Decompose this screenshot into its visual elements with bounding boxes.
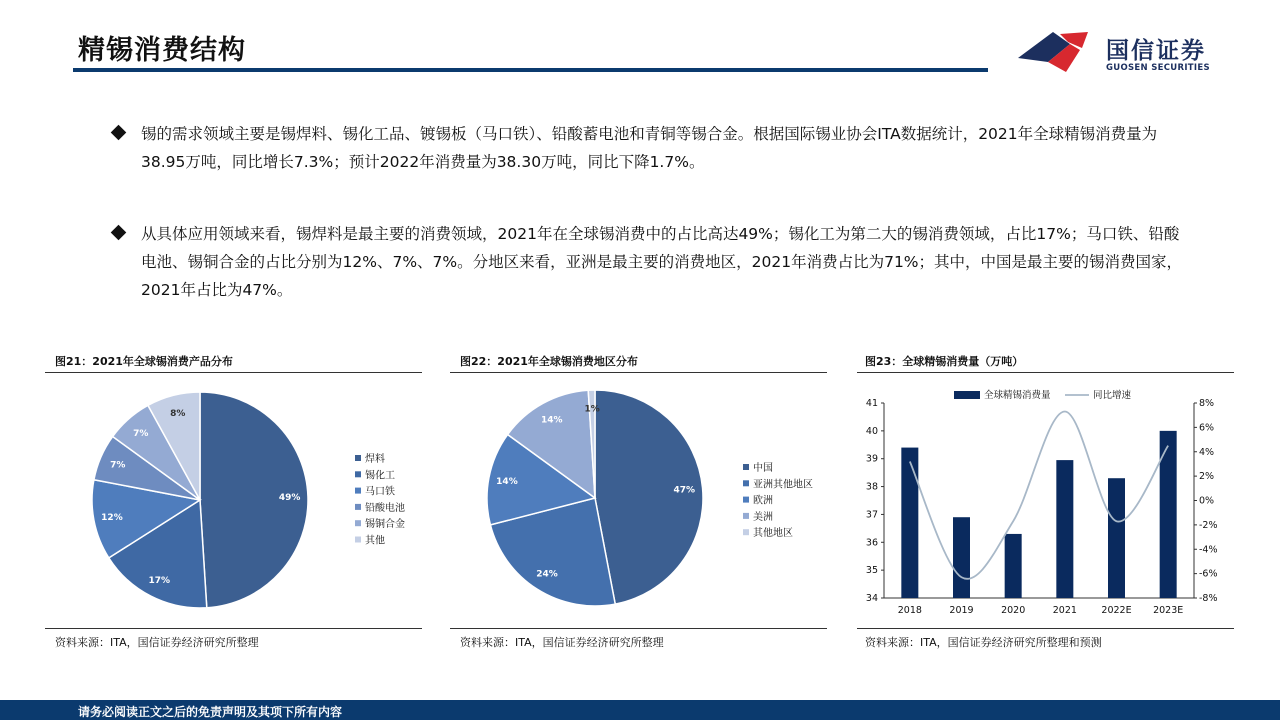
legend-swatch xyxy=(355,455,361,461)
right-tick-label: 6% xyxy=(1199,422,1215,434)
slice-label: 24% xyxy=(536,569,558,580)
legend-swatch xyxy=(355,520,361,526)
figure-source: 资料来源：ITA，国信证券经济研究所整理和预测 xyxy=(865,636,1102,649)
bullet-diamond-icon xyxy=(111,125,127,141)
slice-label: 12% xyxy=(101,512,123,523)
figure-bottom-rule xyxy=(45,628,422,629)
right-tick-label: -2% xyxy=(1199,519,1218,531)
left-tick-label: 39 xyxy=(865,453,878,465)
bullet-paragraph-2 xyxy=(113,220,1193,306)
figure-title: 图23：全球精锡消费量（万吨） xyxy=(865,355,1024,368)
legend-label: 锡化工 xyxy=(365,470,395,482)
bar xyxy=(901,448,918,598)
x-tick-label: 2020 xyxy=(1001,605,1026,616)
legend-swatch xyxy=(743,480,749,486)
slice-label: 7% xyxy=(110,460,126,471)
bar xyxy=(953,517,970,598)
figure-top-rule xyxy=(450,372,827,373)
product-pie-chart xyxy=(45,380,422,620)
slice-label: 17% xyxy=(148,575,171,586)
right-tick-label: -8% xyxy=(1199,593,1218,604)
legend-swatch xyxy=(743,464,749,470)
bullet-diamond-icon xyxy=(111,225,127,241)
legend-label: 其他 xyxy=(365,535,385,547)
legend-label: 锡铜合金 xyxy=(365,519,405,531)
slice-label: 14% xyxy=(541,415,563,426)
consumption-combo-chart xyxy=(857,380,1234,625)
legend-bar-label: 全球精锡消费量 xyxy=(984,390,1051,401)
left-tick-label: 34 xyxy=(865,593,878,604)
legend-label: 欧洲 xyxy=(753,495,773,507)
legend-swatch xyxy=(743,529,749,535)
slice-label: 8% xyxy=(170,409,186,420)
figure-bottom-rule xyxy=(450,628,827,629)
left-tick-label: 35 xyxy=(865,565,878,577)
figure-title: 图21：2021年全球锡消费产品分布 xyxy=(55,355,233,368)
x-tick-label: 2019 xyxy=(949,605,974,616)
legend-swatch xyxy=(355,504,361,510)
right-tick-label: -6% xyxy=(1199,568,1218,580)
slice-label: 1% xyxy=(584,404,600,415)
figure-bottom-rule xyxy=(857,628,1234,629)
logo-chinese-name: 国信证券 xyxy=(1106,38,1206,64)
growth-line xyxy=(910,412,1168,579)
left-tick-label: 36 xyxy=(865,537,878,549)
legend-label: 中国 xyxy=(753,463,773,474)
x-tick-label: 2022E xyxy=(1101,605,1132,616)
right-tick-label: 2% xyxy=(1199,471,1215,483)
region-pie-chart xyxy=(450,380,827,620)
title-underline xyxy=(73,68,988,72)
slice-label: 14% xyxy=(496,477,518,488)
right-tick-label: 8% xyxy=(1199,398,1215,409)
legend-label: 铅酸电池 xyxy=(365,502,405,514)
x-tick-label: 2023E xyxy=(1153,605,1184,616)
figure-top-rule xyxy=(45,372,422,373)
legend-label: 其他地区 xyxy=(753,528,793,540)
legend-line-label: 同比增速 xyxy=(1093,390,1132,401)
pie-slice xyxy=(595,390,703,604)
left-tick-label: 37 xyxy=(865,509,878,521)
right-tick-label: -4% xyxy=(1199,544,1218,556)
right-tick-label: 0% xyxy=(1199,495,1215,507)
right-tick-label: 4% xyxy=(1199,446,1215,458)
left-tick-label: 41 xyxy=(865,398,878,409)
figure-source: 资料来源：ITA，国信证券经济研究所整理 xyxy=(460,636,664,649)
bullet-text: 从具体应用领域来看，锡焊料是最主要的消费领域，2021年在全球锡消费中的占比高达49%；锡化工为第二大的锡消费领域，占比17%；马口铁、铅酸电池、锡铜合金的占比分别为12%、7%、7%。分地区来看，亚洲是最主要的消费地区，2021年消费占比为71%；其中，中国是最主要的锡消费国家，2021年占比为47%。 xyxy=(141,225,1183,299)
figure-title: 图22：2021年全球锡消费地区分布 xyxy=(460,355,638,368)
x-tick-label: 2021 xyxy=(1052,605,1077,616)
bar xyxy=(1108,478,1125,598)
logo-english-name: GUOSEN SECURITIES xyxy=(1106,63,1210,73)
bar xyxy=(1056,460,1073,598)
slice-label: 49% xyxy=(278,493,301,504)
legend-label: 焊料 xyxy=(365,454,385,465)
bullet-text: 锡的需求领域主要是锡焊料、锡化工品、镀锡板（马口铁）、铅酸蓄电池和青铜等锡合金。根据国际锡业协会ITA数据统计，2021年全球精锡消费量为38.95万吨，同比增长7.3%；预计2022年消费量为38.30万吨，同比下降1.7%。 xyxy=(141,125,1158,171)
footer-disclaimer: 请务必阅读正文之后的免责声明及其项下所有内容 xyxy=(78,705,343,719)
figure-top-rule xyxy=(857,372,1234,373)
legend-label: 美洲 xyxy=(753,511,773,523)
legend-label: 亚洲其他地区 xyxy=(753,479,813,491)
legend-swatch xyxy=(355,471,361,477)
left-tick-label: 40 xyxy=(865,425,878,437)
left-tick-label: 38 xyxy=(865,481,878,493)
legend-label: 马口铁 xyxy=(365,486,395,498)
bar xyxy=(1005,534,1022,598)
figure-source: 资料来源：ITA，国信证券经济研究所整理 xyxy=(55,636,259,649)
legend-swatch xyxy=(355,537,361,543)
legend-swatch xyxy=(355,488,361,494)
legend-swatch xyxy=(743,497,749,503)
legend-bar-swatch xyxy=(954,391,980,399)
legend-swatch xyxy=(743,513,749,519)
slice-label: 7% xyxy=(133,428,149,439)
bullet-paragraph-1 xyxy=(113,120,1193,180)
x-tick-label: 2018 xyxy=(897,605,922,616)
slice-label: 47% xyxy=(673,485,696,496)
page-title: 精锡消费结构 xyxy=(78,35,246,66)
